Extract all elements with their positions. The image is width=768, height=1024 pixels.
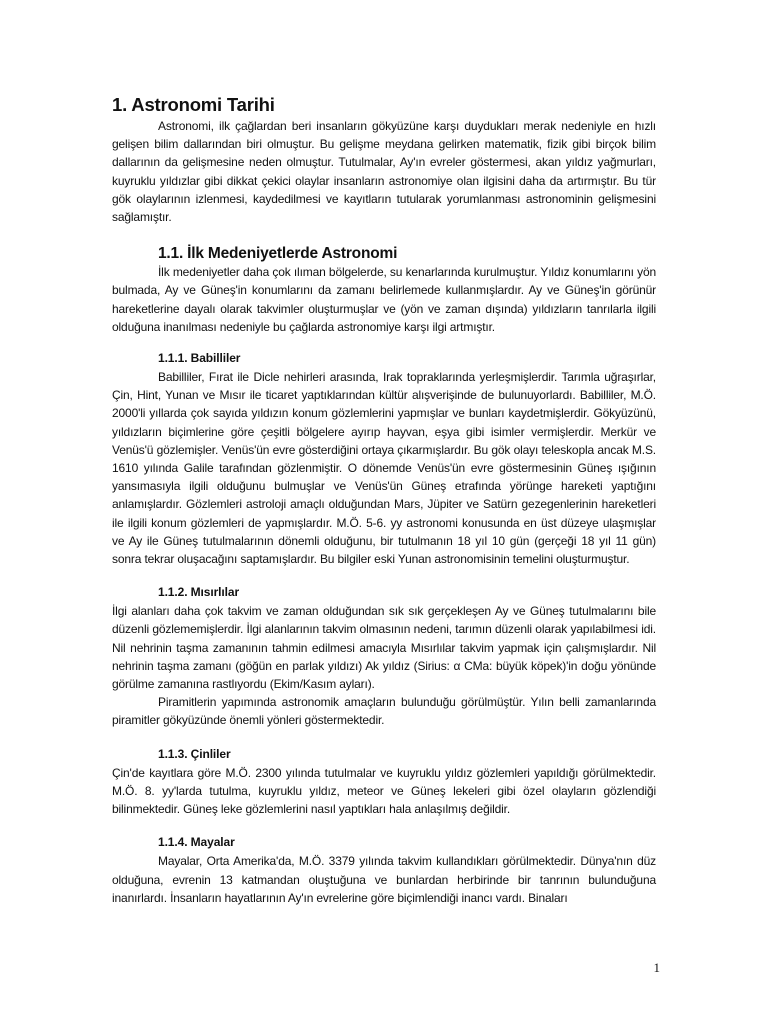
- subsection-paragraph-babilliler: Babilliler, Fırat ile Dicle nehirleri arasında, Irak topraklarında yerleşmişlerdir. Tarımla uğraşırlar, Çin, Hint, Yunan ve Mısır ile ticaret yaptıklarından kültür alışverişinde de bulunuyorlardı. Babilliler, M.Ö. 2000'li yıllarda çok sayıda yıldızın konum gözlemlerini yapmışlar ve bunları kaydetmişlerdir. Gökyüzünü, yıldızların biçimlerine göre çeşitli bölgelere ayırıp hayvan, eşya gibi isimler vermişlerdir. Merkür ve Venüs'ü gözlemişler. Venüs'ün evre gösterdiğini ortaya çıkarmışlardır. Bu gök olayı teleskopla ancak M.S. 1610 yılında Galile tarafından gözlenmiştir. O dönemde Venüs'ün evre göstermesinin Güneş ışığının yansımasıyla ilgili olduğunu bulmuşlar ve Venüs'ün Güneş etrafında yörünge hareketi yaptığını anlamışlardır. Gözlemleri astroloji amaçlı olduğundan Mars, Jüpiter ve Satürn gezegenlerinin hareketleri ile ilgili konum gözlemleri de yapmışlardır. M.Ö. 5-6. yy astronomi konusunda en üst düzeye ulaşmışlar ve Ay ile Güneş tutulmalarının dönemli olduğunu, bir tutulmanın 18 yıl 10 gün (gerçeği 18 yıl 11 gün) sonra tekrar oluşacağını saptamışlardır. Bu bilgiler eski Yunan astronomisinin temelini oluşturmuştur.: [112, 370, 656, 567]
- subsection-title-cinliler: 1.1.3. Çinliler: [158, 746, 231, 761]
- subsection-title-mayalar: 1.1.4. Mayalar: [158, 835, 235, 850]
- subsection-paragraph-cinliler: Çin'de kayıtlara göre M.Ö. 2300 yılında tutulmalar ve kuyruklu yıldız gözlemleri yapıldığı görülmektedir. M.Ö. 8. yy'larda tutulma, kuyruklu yıldız, meteor ve Güneş lekeleri gibi özel olayların gözlendiği bilinmektedir. Güneş leke gözlemlerini nasıl yaptıkları hala anlaşılmış değildir.: [112, 765, 656, 817]
- section-paragraph: İlk medeniyetler daha çok ılıman bölgelerde, su kenarlarında kurulmuştur. Yıldız konumlarını yön bulmada, Ay ve Güneş'in konumlarını da zamanı belirlemede kullanmışlardır. Ay ve Güneş'in görünür hareketlerine dayalı olarak takvimler oluşturmuşlar ve (yön ve zaman dışında) yıldızların tanrılarla ilgili olduğuna inanılması nedeniyle bu çağlarda astronomiye karşı ilgi artmıştır.: [112, 265, 656, 334]
- subsection-paragraph-misirlilar-2: Piramitlerin yapımında astronomik amaçların bulunduğu görülmüştür. Yılın belli zamanlarında piramitler gökyüzünde önemli yönleri göstermektedir.: [112, 695, 656, 728]
- page-number: 1: [653, 960, 660, 975]
- subsection-paragraph-misirlilar-1: İlgi alanları daha çok takvim ve zaman olduğundan sık sık gerçekleşen Ay ve Güneş tutulmalarını bile düzenli gözlememişlerdir. İlgi alanlarının takvim olmasının nedeni, tarımın düzenli olarak yapılabilmesi idi. Nil nehrinin taşma zamanının tahmin edilmesi amacıyla Mısırlılar takvim yapmak için çalışmışlardır. Nil nehrinin taşma zamanı (göğün en parlak yıldızı) Ak yıldız (Sirius: α CMa: büyük köpek)'in doğu yönünde görülme zamanına rastlıyordu (Ekim/Kasım ayları).: [112, 604, 656, 692]
- section-title: 1.1. İlk Medeniyetlerde Astronomi: [158, 245, 398, 263]
- subsection-title-babilliler: 1.1.1. Babilliler: [158, 351, 241, 366]
- subsection-paragraph-mayalar: Mayalar, Orta Amerika'da, M.Ö. 3379 yılında takvim kullandıkları görülmektedir. Dünya'nın düz olduğuna, evrenin 13 katmandan oluştuğuna ve bunlardan herbirinde bir tanrının bulunduğuna inanırlardı. İnsanların hayatlarının Ay'ın evrelerine göre biçimlendiği inancı vardı. Binaları: [112, 854, 656, 905]
- subsection-title-misirlilar: 1.1.2. Mısırlılar: [158, 585, 240, 600]
- intro-paragraph: Astronomi, ilk çağlardan beri insanların gökyüzüne karşı duydukları merak nedeniyle en hızlı gelişen bilim dallarından biri olmuştur. Bu gelişme meydana gelirken matematik, fizik gibi birçok bilim dallarının da gelişmesine neden olmuştur. Tutulmalar, Ay'ın evreler göstermesi, akan yıldız yağmurları, kuyruklu yıldızlar gibi dikkat çekici olaylar insanların astronomiye olan ilgisini daha da artırmıştır. Bu tür gök olaylarının izlenmesi, kaydedilmesi ve kayıtların tutularak yorumlanması astronominin gelişmesini sağlamıştır.: [112, 119, 656, 225]
- document-content: [112, 94, 656, 907]
- chapter-title: 1. Astronomi Tarihi: [112, 94, 275, 115]
